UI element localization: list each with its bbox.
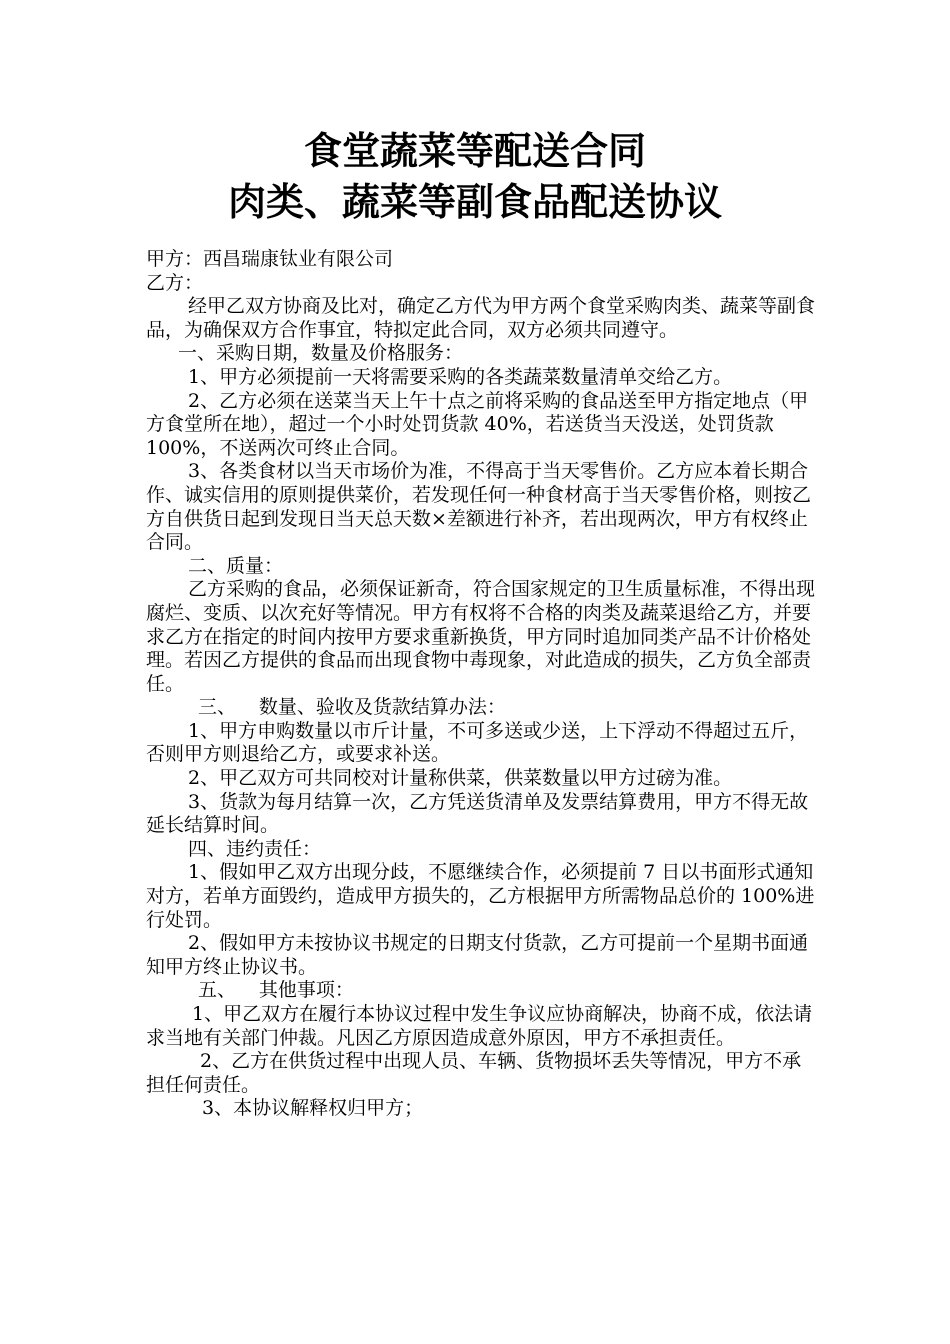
section-3-item-2: 2、甲乙双方可共同校对计量称供菜，供菜数量以甲方过磅为准。 — [188, 767, 733, 790]
section-5-item-3: 3、本协议解释权归甲方； — [202, 1097, 424, 1120]
section-1-item-1: 1、甲方必须提前一天将需要采购的各类蔬菜数量清单交给乙方。 — [188, 365, 733, 388]
section-4-item-1: 1、假如甲乙双方出现分歧，不愿继续合作，必须提前 7 日以书面形式通知对方，若单方面毁约，造成甲方损失的，乙方根据甲方所需物品总价的 100%进行处罚。 — [146, 861, 815, 931]
section-2-heading: 二、质量： — [188, 554, 284, 577]
section-5-title: 其他事项： — [258, 979, 354, 1002]
contract-body — [146, 248, 816, 1121]
section-2-paragraph: 乙方采购的食品，必须保证新奇，符合国家规定的卫生质量标准，不得出现腐烂、变质、以次充好等情况。甲方有权将不合格的肉类及蔬菜退给乙方，并要求乙方在指定的时间内按甲方要求重新换货，甲方同时追加同类产品不计价格处理。若因乙方提供的食品而出现食物中毒现象，对此造成的损失，乙方负全部责任。 — [146, 578, 816, 695]
intro-paragraph: 经甲乙双方协商及比对，确定乙方代为甲方两个食堂采购肉类、蔬菜等副食品，为确保双方合作事宜，特拟定此合同，双方必须共同遵守。 — [146, 295, 816, 341]
section-3-title: 数量、验收及货款结算办法： — [258, 696, 506, 719]
section-4-item-2: 2、假如甲方未按协议书规定的日期支付货款，乙方可提前一个星期书面通知甲方终止协议书。 — [146, 932, 809, 978]
document-subtitle: 肉类、蔬菜等副食品配送协议 — [227, 179, 722, 224]
section-5-item-1: 1、甲乙双方在履行本协议过程中发生争议应协商解决，协商不成，依法请求当地有关部门仲裁。凡因乙方原因造成意外原因，甲方不承担责任。 — [146, 1003, 813, 1049]
section-3-item-3: 3、货款为每月结算一次，乙方凭送货清单及发票结算费用，甲方不得无故延长结算时间。 — [146, 790, 809, 837]
section-3-heading — [146, 696, 816, 720]
party-a: 甲方：西昌瑞康钛业有限公司 — [146, 248, 394, 270]
section-1-item-3: 3、各类食材以当天市场价为准，不得高于当天零售价。乙方应本着长期合作、诚实信用的原则提供菜价，若发现任何一种食材高于当天零售价格，则按乙方自供货日起到发现日当天总天数×差额进行补齐，若出现两次，甲方有权终止合同。 — [146, 460, 812, 554]
section-3-number: 三、 — [198, 696, 237, 719]
section-1-heading: 一、采购日期，数量及价格服务： — [178, 342, 464, 365]
section-3-item-1: 1、甲方申购数量以市斤计量，不可多送或少送，上下浮动不得超过五斤，否则甲方则退给乙方，或要求补送。 — [146, 719, 809, 766]
party-b: 乙方： — [146, 271, 204, 294]
section-1-item-2: 2、乙方必须在送菜当天上午十点之前将采购的食品送至甲方指定地点（甲方食堂所在地），超过一个小时处罚货款 40%，若送货当天没送，处罚货款 100%，不送两次可终止合同。 — [146, 389, 809, 459]
section-4-heading: 四、违约责任： — [188, 837, 322, 860]
section-5-heading — [146, 979, 816, 1003]
document-title: 食堂蔬菜等配送合同 — [303, 128, 646, 173]
section-5-item-2: 2、乙方在供货过程中出现人员、车辆、货物损坏丢失等情况，甲方不承担任何责任。 — [146, 1050, 802, 1096]
section-5-number: 五、 — [198, 979, 237, 1002]
